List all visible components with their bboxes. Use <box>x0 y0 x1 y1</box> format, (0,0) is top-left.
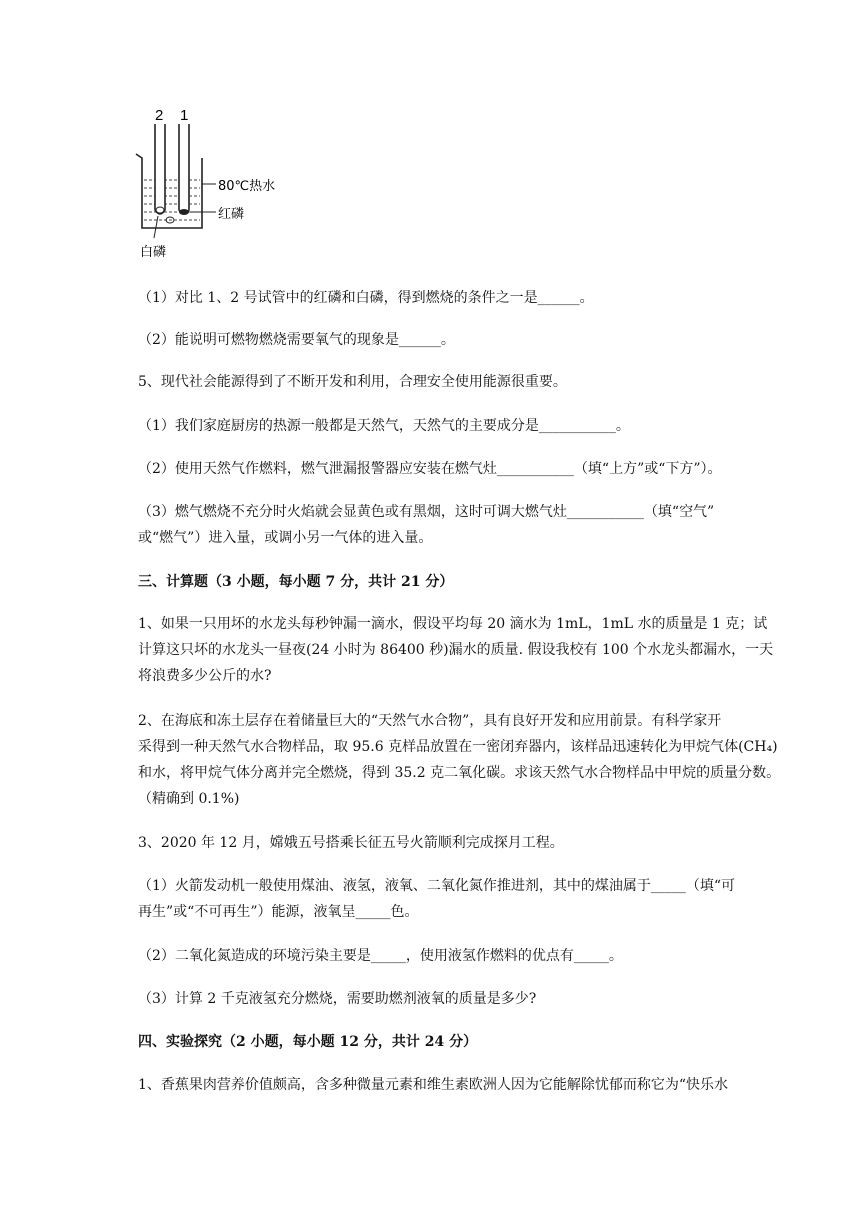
calc2-line1: 2、在海底和冻土层存在着储量巨大的“天然气水合物”，具有良好开发和应用前景。有科学家开 <box>138 713 722 729</box>
q5-part3-line2: 或“燃气”）进入量，或调小另一气体的进入量。 <box>138 530 433 546</box>
label-hot-water: 80℃热水 <box>218 179 276 194</box>
calc3-part1-line1: （1）火箭发动机一般使用煤油、液氢，液氧、二氧化氮作推进剂，其中的煤油属于_____（填“可 <box>138 878 736 894</box>
calc3-part1-line2: 再生”或“不可再生”）能源，液氧呈_____色。 <box>138 904 419 920</box>
test-tube-1 <box>179 124 189 214</box>
test-tube-2 <box>155 124 165 214</box>
q5-stem: 5、现代社会能源得到了不断开发和利用，合理安全使用能源很重要。 <box>138 374 567 390</box>
q5-part3-line1: （3）燃气燃烧不充分时火焰就会显黄色或有黑烟，这时可调大燃气灶___________（填“空气” <box>138 504 715 520</box>
calc3-stem: 3、2020 年 12 月，嫦娥五号搭乘长征五号火箭顺利完成探月工程。 <box>138 835 564 851</box>
calc2-line2: 采得到一种天然气水合物样品，取 95.6 克样品放置在一密闭弃器内，该样品迅速转化为甲烷气体(CH₄) <box>138 739 778 755</box>
q5-part2: （2）使用天然气作燃料，燃气泄漏报警器应安装在燃气灶___________（填“上方”或“下方”）。 <box>138 461 722 477</box>
q4-part1: （1）对比 1、2 号试管中的红磷和白磷，得到燃烧的条件之一是______。 <box>138 290 594 306</box>
calc2-line3: 和水，将甲烷气体分离并完全燃烧，得到 35.2 克二氧化碳。求该天然气水合物样品中甲烷的质量分数。 <box>138 765 781 781</box>
section3-title: 三、计算题（3 小题，每小题 7 分，共计 21 分） <box>138 574 454 590</box>
tube-label-1: 1 <box>180 107 189 124</box>
calc1-line2: 计算这只坏的水龙头一昼夜(24 小时为 86400 秒)漏水的质量. 假设我校有 100 个水龙头都漏水，一天 <box>138 642 774 658</box>
beaker-diagram <box>128 106 288 266</box>
calc3-part2: （2）二氧化氮造成的环境污染主要是_____，使用液氢作燃料的优点有_____。 <box>138 948 623 964</box>
calc1-line1: 1、如果一只用坏的水龙头每秒钟漏一滴水，假设平均每 20 滴水为 1mL，1mL 水的质量是 1 克；试 <box>138 616 768 632</box>
q4-part2: （2）能说明可燃物燃烧需要氧气的现象是______。 <box>138 332 455 348</box>
section4-title: 四、实验探究（2 小题，每小题 12 分，共计 24 分） <box>138 1034 478 1050</box>
calc1-line3: 将浪费多少公斤的水? <box>138 668 272 684</box>
calc3-part3: （3）计算 2 千克液氢充分燃烧，需要助燃剂液氧的质量是多少? <box>138 991 537 1007</box>
hot-water-fill <box>144 180 200 220</box>
tube-label-2: 2 <box>155 107 164 124</box>
label-white-phosphorus: 白磷 <box>140 245 167 260</box>
calc2-line4: （精确到 0.1%) <box>138 791 240 807</box>
red-phosphorus <box>179 209 189 215</box>
experiment-figure <box>128 106 288 266</box>
exp1-line1: 1、香蕉果肉营养价值颇高，含多种微量元素和维生素欧洲人因为它能解除忧郁而称它为“快乐水 <box>138 1077 729 1093</box>
q5-part1: （1）我们家庭厨房的热源一般都是天然气，天然气的主要成分是___________。 <box>138 418 630 434</box>
label-red-phosphorus: 红磷 <box>218 207 245 222</box>
